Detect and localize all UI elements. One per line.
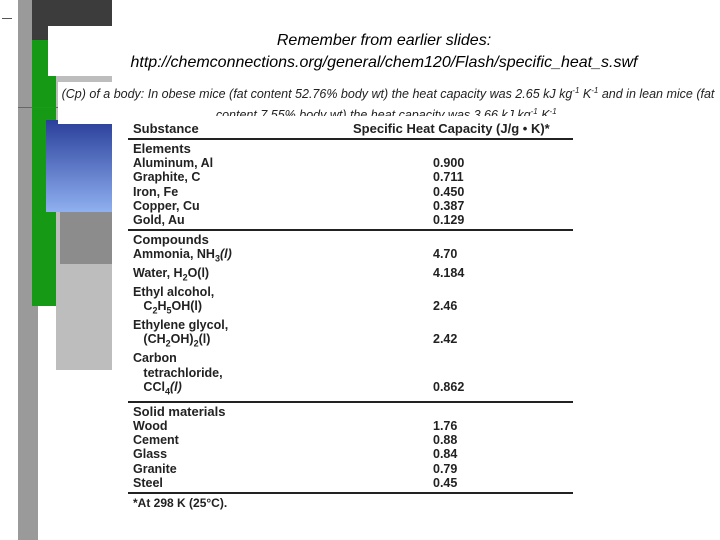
substance-name: Steel	[133, 475, 163, 490]
title-link[interactable]: http://chemconnections.org/general/chem120/Flash/specific_heat_s.swf	[130, 54, 638, 71]
heat-value: 0.84	[433, 447, 458, 462]
substance-formula: $(CH_2OH)_2(l)$	[143, 332, 211, 349]
substance-name: Aluminum, Al	[133, 156, 214, 170]
table-row	[133, 199, 573, 213]
heat-value: 0.45	[433, 475, 458, 490]
substance-name: Wood	[133, 418, 168, 433]
specific-heat-table	[128, 116, 573, 511]
note-text-3: and in lean mice (fat	[601, 87, 715, 102]
substance-name: Iron, Fe	[133, 184, 179, 199]
note-text-1: (Cp) of a body: In obese mice (fat content 52.76% body wt) the heat capacity was 2.65 kJ kg	[61, 87, 573, 102]
heat-value: 0.387	[433, 198, 465, 213]
section-heading: Solid materials	[133, 403, 226, 419]
substance-name: Copper, Cu	[133, 198, 200, 213]
substance-name: Ethyl alcohol,	[133, 285, 215, 300]
header-substance: Substance	[133, 121, 199, 136]
heat-value: 0.129	[433, 213, 465, 228]
section-elements	[128, 141, 573, 227]
table-row	[133, 366, 573, 380]
table-row	[133, 462, 573, 476]
table-rule	[128, 492, 573, 494]
heat-value: 4.184	[433, 266, 465, 281]
heat-value: 0.79	[433, 461, 458, 476]
substance-name: Graphite, C	[133, 170, 201, 185]
decor-tick	[2, 18, 12, 19]
substance-formula: CCl$_4$(l)	[143, 379, 182, 397]
note-text-2: K	[579, 87, 592, 102]
table-header	[128, 116, 573, 136]
section-solids	[128, 404, 573, 490]
table-row	[133, 332, 573, 351]
heat-value: 0.711	[433, 170, 464, 185]
header-capacity: Specific Heat Capacity (J/g • K)*	[353, 121, 550, 136]
substance-name-cont: tetrachloride,	[143, 365, 223, 380]
table-rule	[128, 138, 573, 140]
decor-dark-gray-block	[60, 212, 112, 264]
title-line-1: Remember from earlier slides:	[276, 32, 492, 49]
substance-name: Gold, Au	[133, 213, 185, 228]
table-row	[133, 213, 573, 227]
table-row	[133, 380, 573, 399]
decor-blue-line	[18, 107, 58, 108]
note-sup-4: -1	[549, 107, 557, 117]
note-sup-3: -1	[530, 107, 538, 117]
heat-value: 0.862	[433, 379, 465, 394]
slide-title	[48, 30, 720, 74]
heat-value: 4.70	[433, 247, 458, 262]
table-row	[133, 318, 573, 332]
section-compounds	[128, 232, 573, 398]
substance-name: Ammonia, $NH_3(l)$	[133, 247, 232, 264]
substance-name: Granite	[133, 461, 177, 476]
table-rule	[128, 229, 573, 231]
table-row	[133, 185, 573, 199]
heat-value: 2.42	[433, 332, 458, 347]
heat-value: 2.46	[433, 299, 458, 314]
heat-value: 0.88	[433, 432, 458, 447]
table-row	[133, 156, 573, 170]
note-sup-2: -1	[591, 86, 599, 95]
table-row	[133, 351, 573, 365]
substance-name: Ethylene glycol,	[133, 318, 229, 333]
heat-value: 0.450	[433, 184, 465, 199]
heat-value: 0.900	[433, 156, 465, 170]
substance-formula: $C_2H_5OH(l)$	[143, 299, 203, 316]
table-row	[133, 447, 573, 461]
section-heading: Elements	[133, 141, 191, 156]
substance-name: Cement	[133, 432, 179, 447]
table-rule	[128, 401, 573, 403]
table-footnote: *At 298 K (25°C).	[133, 496, 228, 511]
note-sup-1: -1	[572, 86, 580, 95]
table-row	[133, 266, 573, 285]
table-row	[133, 419, 573, 433]
table-row	[133, 170, 573, 184]
substance-name: Carbon	[133, 351, 177, 366]
table-row	[133, 476, 573, 490]
table-row	[133, 299, 573, 318]
substance-name: Water, $H_2O(l)$	[133, 266, 210, 283]
section-heading: Compounds	[133, 232, 209, 248]
substance-name: Glass	[133, 447, 168, 462]
heat-value: 1.76	[433, 418, 458, 433]
decor-blue-block	[46, 120, 112, 212]
table-row	[133, 247, 573, 266]
table-row	[133, 433, 573, 447]
table-row	[133, 285, 573, 299]
